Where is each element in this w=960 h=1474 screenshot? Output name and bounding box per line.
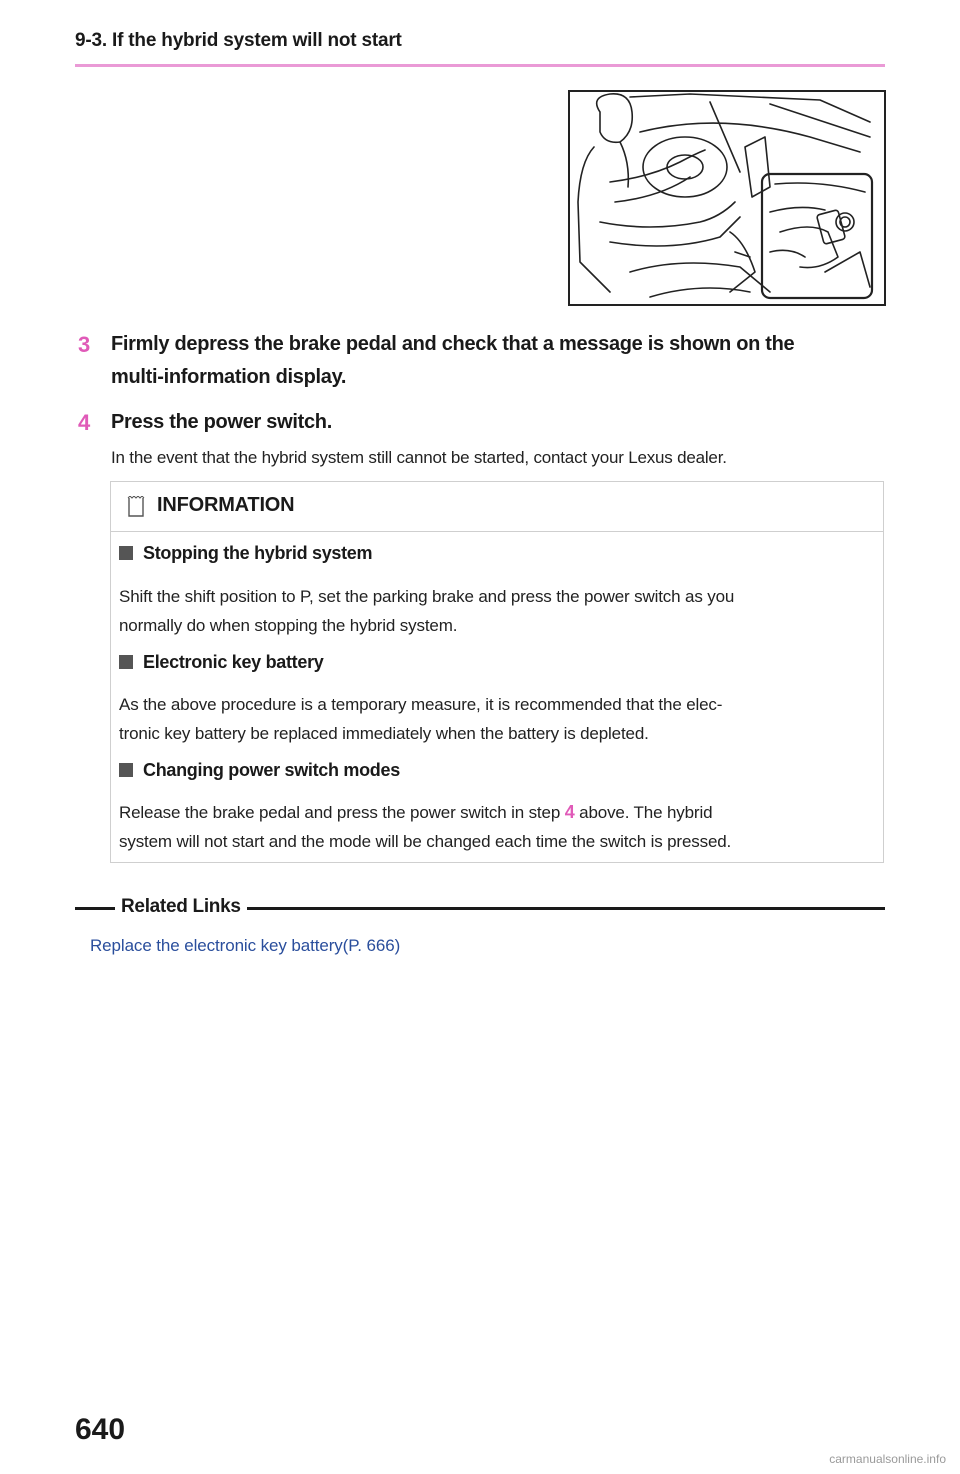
information-title: INFORMATION xyxy=(157,494,295,516)
divider xyxy=(75,907,115,910)
information-header xyxy=(111,482,883,532)
info-item-title: Electronic key battery xyxy=(119,652,323,673)
information-box xyxy=(110,481,884,863)
step-4 xyxy=(75,406,875,439)
info-item-body: Release the brake pedal and press the power switch in step 4 above. The hybrid system will not start and the mode will be changed each time the switch is pressed. xyxy=(119,802,732,851)
square-bullet-icon xyxy=(119,546,133,560)
info-item-body: Shift the shift position to P, set the parking brake and press the power switch as you normally do when stopping the hybrid system. xyxy=(119,587,735,635)
divider xyxy=(247,907,885,910)
step-text-line: multi-information display. xyxy=(111,366,347,388)
info-item-body: As the above procedure is a temporary measure, it is recommended that the elec- tronic key battery be replaced immediately when the battery is depleted. xyxy=(119,695,723,743)
square-bullet-icon xyxy=(119,655,133,669)
step-3 xyxy=(75,328,875,394)
info-item-title: Stopping the hybrid system xyxy=(119,543,372,564)
step-reference: 4 xyxy=(564,802,575,822)
watermark: carmanualsonline.info xyxy=(829,1452,946,1466)
square-bullet-icon xyxy=(119,763,133,777)
step-4-description: In the event that the hybrid system still cannot be started, contact your Lexus dealer. xyxy=(111,448,727,467)
memo-icon xyxy=(127,496,145,518)
section-header: 9-3. If the hybrid system will not start xyxy=(75,30,402,51)
related-links-heading xyxy=(75,896,885,922)
driver-pressing-power-switch-illustration xyxy=(568,90,886,306)
related-link-key-battery[interactable]: Replace the electronic key battery(P. 666) xyxy=(90,936,401,955)
page-number: 640 xyxy=(75,1413,126,1446)
header-divider xyxy=(75,64,885,67)
step-text-line: Press the power switch. xyxy=(111,411,332,433)
step-number: 3 xyxy=(78,332,91,357)
related-links-title: Related Links xyxy=(121,896,247,918)
step-number: 4 xyxy=(78,410,91,435)
info-item-title: Changing power switch modes xyxy=(119,760,400,781)
step-text-line: Firmly depress the brake pedal and check that a message is shown on the xyxy=(111,333,795,355)
